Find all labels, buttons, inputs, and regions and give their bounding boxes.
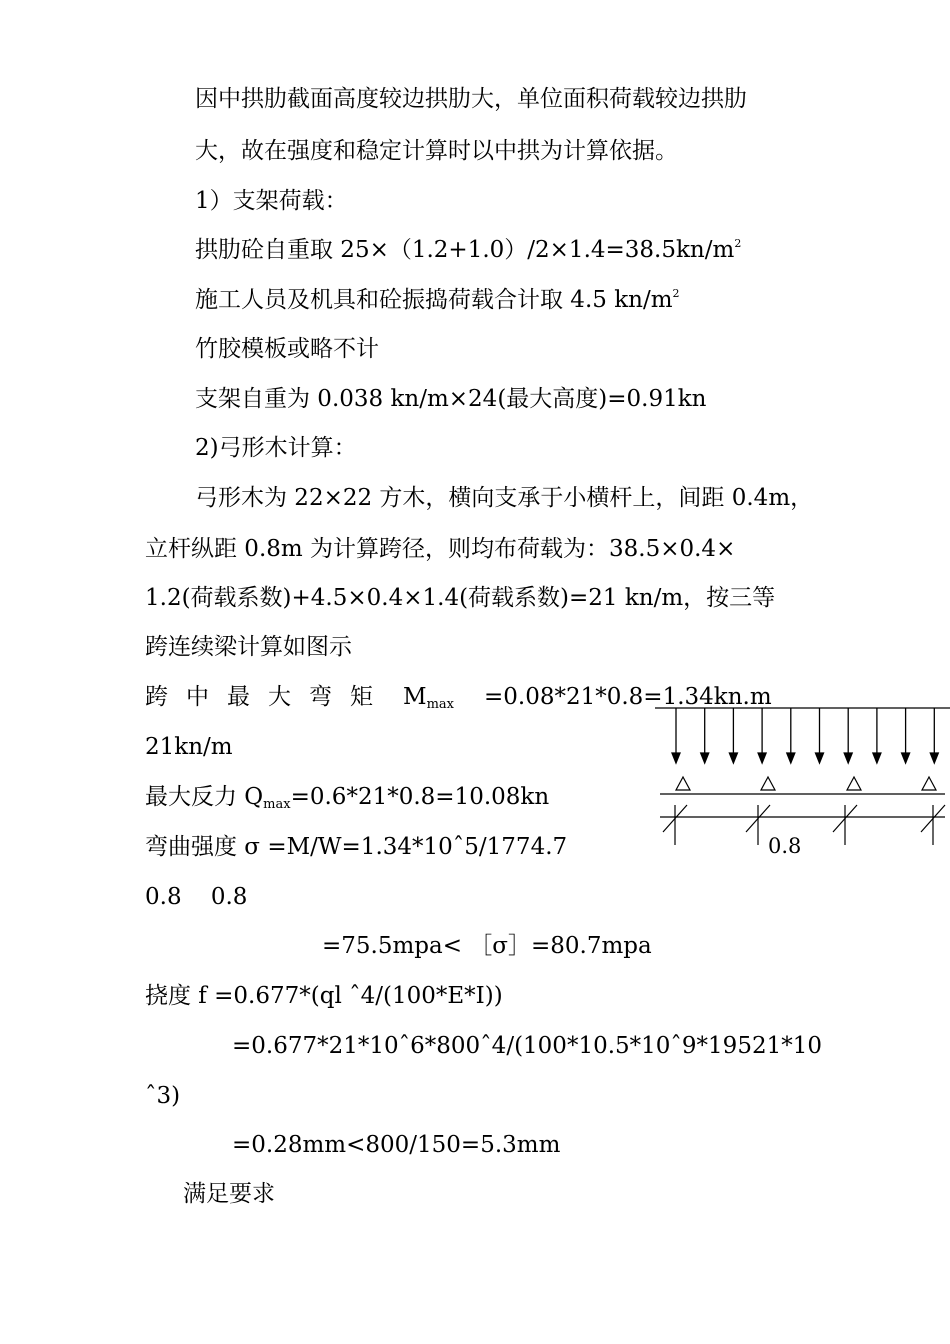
load-arrow-head	[844, 753, 852, 763]
text-line-formwork: 竹胶模板或略不计	[195, 336, 379, 362]
text-line-dead-load	[195, 238, 741, 262]
dead-load-text: 拱肋砼自重取 25×（1.2+1.0）/2×1.4=38.5kn/m	[195, 237, 735, 263]
text-line-10: 立杆纵距 0.8m 为计算跨径，则均布荷载为：38.5×0.4×	[145, 536, 736, 562]
text-line-12: 跨连续梁计算如图示	[145, 634, 352, 660]
load-arrow-head	[729, 753, 737, 763]
load-arrow-head	[701, 753, 709, 763]
load-arrow-head	[816, 753, 824, 763]
reaction-value: =0.6*21*0.8=10.08kn	[290, 784, 550, 810]
moment-char-3: 最	[227, 684, 250, 710]
dead-load-unit-sup: 2	[734, 237, 742, 250]
support-3	[847, 777, 861, 790]
load-arrow-head	[787, 753, 795, 763]
text-line-deflection-calc: =0.677*21*10ˆ6*800ˆ4/(100*10.5*10ˆ9*19521*10	[232, 1033, 822, 1059]
text-line-1: 因中拱肋截面高度较边拱肋大，单位面积荷载较边拱肋	[195, 86, 747, 112]
load-arrow-head	[758, 753, 766, 763]
text-line-deflection-result: =0.28mm<800/150=5.3mm	[232, 1132, 561, 1158]
text-line-self-weight: 支架自重为 0.038 kn/m×24(最大高度)=0.91kn	[195, 386, 707, 412]
section-heading-2: 2)弓形木计算：	[195, 435, 357, 461]
support-4	[922, 777, 936, 790]
text-line-max-reaction	[145, 786, 549, 811]
beam-load-diagram	[655, 705, 950, 855]
moment-char-1: 跨	[145, 684, 168, 710]
moment-value: =0.08*21*0.8=1.34kn.m	[483, 684, 772, 710]
text-line-deflection-calc-cont: ˆ3)	[145, 1083, 181, 1109]
text-line-load-label: 21kn/m	[145, 734, 233, 760]
live-load-unit-sup: 2	[672, 287, 680, 300]
text-line-conclusion: 满足要求	[183, 1181, 275, 1207]
section-heading-1: 1）支架荷载：	[195, 188, 348, 214]
moment-symbol: M	[403, 684, 427, 710]
beam-supports	[676, 777, 936, 790]
text-line-live-load	[195, 288, 680, 312]
distributed-load-arrows	[655, 708, 950, 763]
text-line-span-labels: 0.8 0.8	[145, 884, 248, 910]
moment-symbol-sub: max	[426, 697, 454, 712]
load-arrow-head	[672, 753, 680, 763]
load-arrow-head	[930, 753, 938, 763]
load-arrow-head	[873, 753, 881, 763]
reaction-label: 最大反力 Q	[145, 784, 264, 810]
moment-char-5: 弯	[309, 684, 332, 710]
moment-char-2: 中	[186, 684, 209, 710]
live-load-text: 施工人员及机具和砼振捣荷载合计取 4.5 kn/m	[195, 287, 673, 313]
text-line-deflection: 挠度 f =0.677*(ql ˆ4/(100*E*I))	[145, 983, 503, 1009]
support-1	[676, 777, 690, 790]
support-2	[761, 777, 775, 790]
text-line-stress-result: =75.5mpa< ［σ］=80.7mpa	[322, 933, 652, 959]
moment-char-4: 大	[268, 684, 291, 710]
text-line-2: 大，故在强度和稳定计算时以中拱为计算依据。	[195, 138, 678, 164]
text-line-11: 1.2(荷载系数)+4.5×0.4×1.4(荷载系数)=21 kn/m，按三等	[145, 585, 776, 611]
text-line-bending-stress: 弯曲强度 σ =M/W=1.34*10ˆ5/1774.7	[145, 834, 568, 860]
span-label: 0.8	[768, 834, 802, 855]
load-arrow-head	[902, 753, 910, 763]
reaction-sub: max	[263, 797, 291, 812]
moment-char-6: 矩	[350, 684, 373, 710]
dimension-line	[660, 805, 945, 845]
text-line-9: 弓形木为 22×22 方木，横向支承于小横杆上，间距 0.4m，	[195, 485, 814, 511]
